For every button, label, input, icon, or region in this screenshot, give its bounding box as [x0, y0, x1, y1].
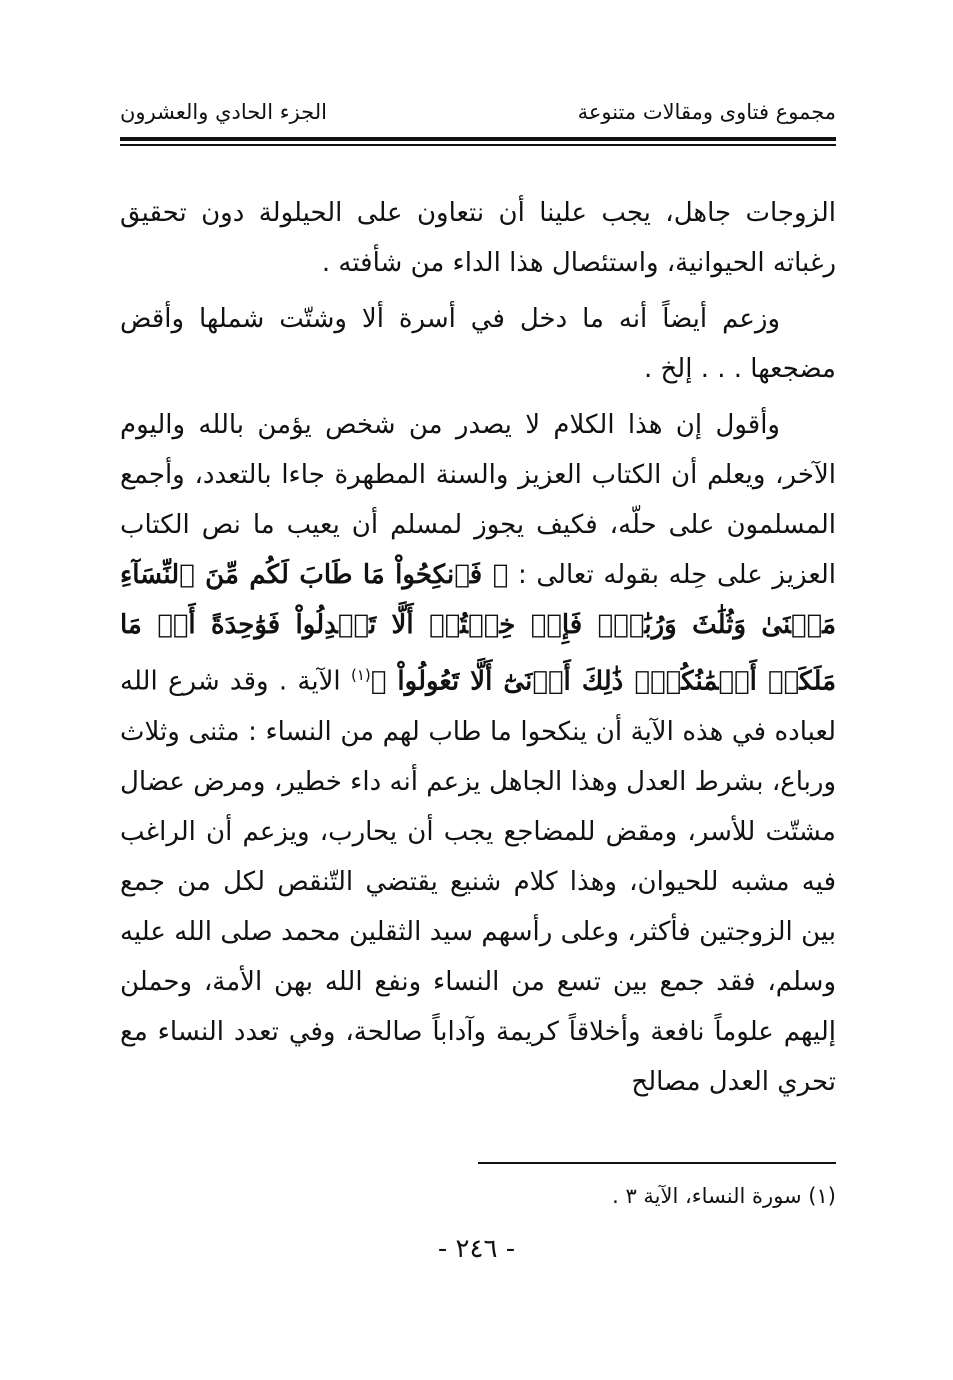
paragraph-3-continuation: الآية . وقد شرع الله لعباده في هذه الآية أن ينكحوا ما طاب لهم من النساء : مثنى وثلاث ورباع، بشرط العدل وهذا الجاهل يزعم أنه داء خطير، ومرض عضال مشتّت للأسر، ومقض للمضاجع يجب أن يحارب، ويزعم أن الراغب فيه مشبه للحيوان، وهذا كلام شنيع يقتضي التّنقص لكل من جمع بين الزوجتين فأكثر، وعلى رأسهم سيد الثقلين محمد صلى الله عليه وسلم، فقد جمع بين تسع من النساء ونفع الله بهن الأمة، وحملن إليهم علوماً نافعة وأخلاقاً كريمة وآداباً صالحة، وفي تعدد النساء مع تحري العدل مصالح	[120, 666, 836, 1097]
book-title: مجموع فتاوى ومقالات متنوعة	[577, 100, 836, 124]
footnote-rule	[478, 1162, 836, 1164]
volume-label: الجزء الحادي والعشرون	[120, 100, 327, 124]
paragraph-3	[120, 400, 836, 1107]
paragraph-2: وزعم أيضاً أنه ما دخل في أسرة ألا وشتّت شملها وأقض مضجعها . . . إلخ .	[120, 304, 836, 384]
header-rule-thick	[120, 137, 836, 141]
paragraph-3-text: وأقول إن هذا الكلام لا يصدر من شخص يؤمن بالله واليوم الآخر، ويعلم أن الكتاب العزيز والسنة المطهرة جاءا بالتعدد، وأجمع المسلمون على حلّه، فكيف يجوز لمسلم أن يعيب ما نص الكتاب العزيز على حِله بقوله تعالى :	[120, 410, 837, 590]
running-header	[120, 100, 836, 130]
page-number: - ٢٤٦ -	[437, 1234, 516, 1264]
paragraph-1: الزوجات جاهل، يجب علينا أن نتعاون على الحيلولة دون تحقيق رغباته الحيوانية، واستئصال هذا الداء من شأفته .	[120, 198, 836, 278]
quran-verse: ﴿ فَٱنكِحُواْ مَا طَابَ لَكُم مِّنَ ٱلنِّسَآءِ مَثۡنَىٰ وَثُلَٰثَ وَرُبَٰعَۖ فَإِنۡ خِفۡتُمۡ أَلَّا تَعۡدِلُواْ فَوَٰحِدَةً أَوۡ مَا مَلَكَتۡ أَيۡمَٰنُكُمۡۚ ذَٰلِكَ أَدۡنَىٰٓ أَلَّا تَعُولُواْ ﴾	[120, 560, 836, 697]
header-rule-thin	[120, 144, 836, 146]
main-text	[120, 188, 836, 1107]
footnote: (١) سورة النساء، الآية ٣ .	[612, 1184, 836, 1208]
footnote-marker: (١)	[350, 666, 371, 684]
